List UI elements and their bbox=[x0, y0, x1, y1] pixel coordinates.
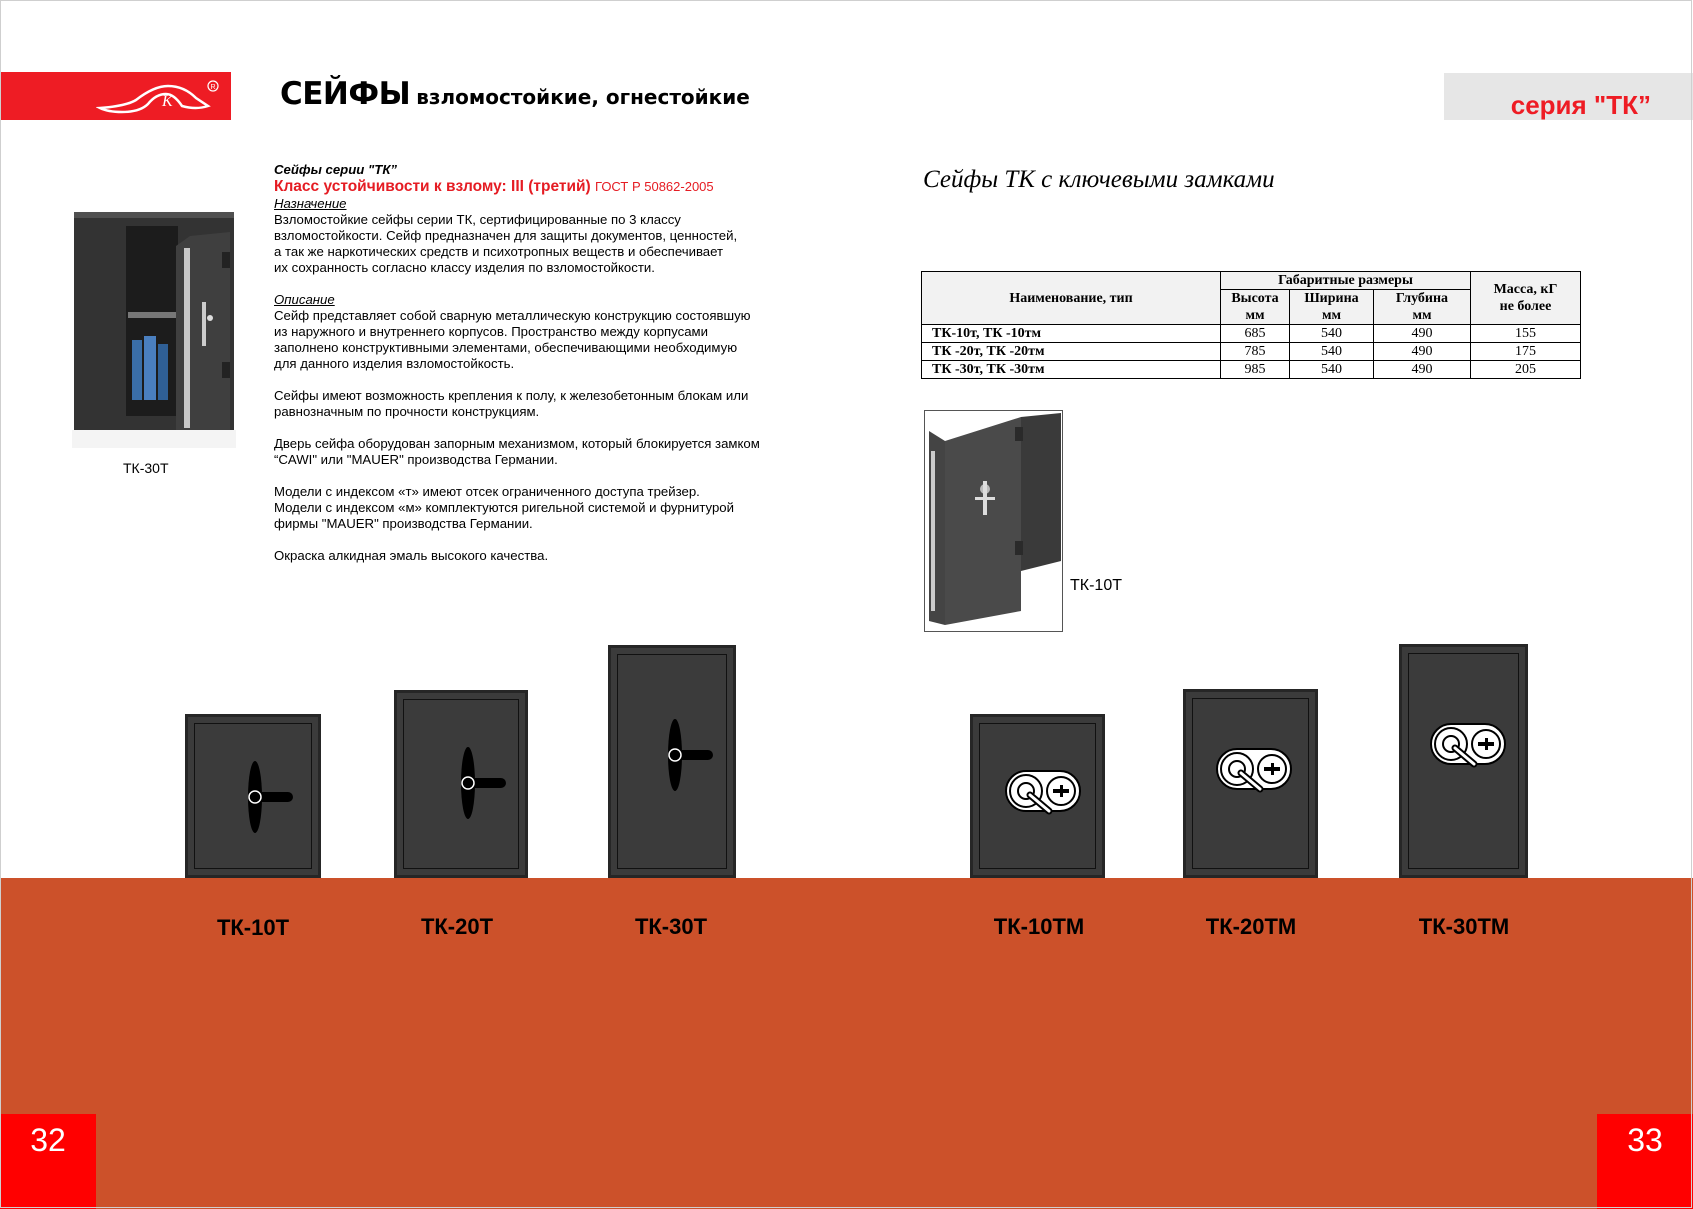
table-cell-height: 685 bbox=[1221, 325, 1290, 343]
dimensions-table bbox=[921, 271, 1581, 379]
page-number-right-text: 33 bbox=[1627, 1122, 1663, 1158]
t-handle-icon bbox=[664, 717, 714, 793]
page-number-left bbox=[0, 1114, 96, 1209]
series-label: серия "ТК” bbox=[1510, 90, 1651, 120]
models-line: фирмы "MAUER" производства Германии. bbox=[274, 516, 533, 531]
model-label: ТК-30ТМ bbox=[1418, 914, 1510, 939]
col-height-header: Высота мм bbox=[1221, 290, 1290, 325]
table-cell-depth: 490 bbox=[1374, 325, 1471, 343]
description-line: Сейф представляет собой сварную металлическую конструкцию состоявшую bbox=[274, 308, 751, 323]
safe-tk20tm-front bbox=[1183, 689, 1318, 878]
table-cell-depth: 490 bbox=[1374, 361, 1471, 379]
burglary-class-line bbox=[274, 178, 814, 196]
description-line: заполнено конструктивными элементами, обеспечивающими необходимую bbox=[274, 340, 738, 355]
purpose-heading: Назначение bbox=[274, 196, 347, 211]
table-cell-height: 985 bbox=[1221, 361, 1290, 379]
paint-line: Окраска алкидная эмаль высокого качества. bbox=[274, 548, 549, 563]
dimensions-group-header: Габаритные размеры bbox=[1221, 272, 1471, 290]
gost-standard: ГОСТ Р 50862-2005 bbox=[595, 179, 714, 194]
safe-tk20t-front bbox=[394, 690, 528, 878]
svg-text:R: R bbox=[210, 84, 216, 91]
safe-tk30tm-front bbox=[1399, 644, 1528, 878]
col-name-header: Наименование, тип bbox=[922, 272, 1221, 325]
table-cell-width: 540 bbox=[1290, 361, 1374, 379]
burglary-class: Класс устойчивости к взлому: III (третий) bbox=[274, 178, 591, 195]
model-label: ТК-30Т bbox=[634, 914, 708, 939]
door-line: Дверь сейфа оборудован запорным механизмом, который блокируется замком bbox=[274, 436, 760, 451]
col-depth-header: Глубина мм bbox=[1374, 290, 1471, 325]
brand-title bbox=[280, 76, 750, 112]
safe-door-photo-image bbox=[925, 411, 1062, 631]
lock-plate-icon bbox=[1005, 769, 1081, 815]
key-lock-safes-title: Сейфы ТК с ключевыми замками bbox=[923, 166, 1275, 193]
photo-caption-tk10t: ТК-10Т bbox=[1070, 577, 1122, 594]
models-line: Модели с индексом «м» комплектуются ригельной системой и фурнитурой bbox=[274, 500, 735, 515]
photo-caption-tk30t: ТК-30Т bbox=[123, 460, 169, 476]
table-cell-depth: 490 bbox=[1374, 343, 1471, 361]
model-label: ТК-10ТМ bbox=[993, 914, 1085, 939]
t-handle-icon bbox=[457, 745, 507, 821]
model-label: ТК-10Т bbox=[216, 915, 290, 940]
table-row bbox=[922, 325, 1581, 343]
product-photo-tk10t bbox=[924, 410, 1063, 632]
product-description bbox=[274, 162, 814, 564]
safe-tk10tm-front bbox=[970, 714, 1105, 878]
table-cell-width: 540 bbox=[1290, 343, 1374, 361]
table-cell-mass: 205 bbox=[1471, 361, 1581, 379]
model-label: ТК-20ТМ bbox=[1205, 914, 1297, 939]
purpose-line: а так же наркотических средств и психотропных веществ и обеспечивает bbox=[274, 244, 724, 259]
table-cell-mass: 175 bbox=[1471, 343, 1581, 361]
table-cell-width: 540 bbox=[1290, 325, 1374, 343]
brand-title-sub: взломостойкие, огнестойкие bbox=[416, 85, 750, 109]
safe-tk30t-front bbox=[608, 645, 736, 878]
model-label: ТК-20Т bbox=[420, 914, 494, 939]
models-line: Модели с индексом «т» имеют отсек ограниченного доступа трейзер. bbox=[274, 484, 700, 499]
mount-line: равнозначным по прочности конструкциям. bbox=[274, 404, 540, 419]
product-photo-tk30t bbox=[72, 212, 248, 448]
table-cell-height: 785 bbox=[1221, 343, 1290, 361]
brand-logo-icon bbox=[96, 78, 226, 116]
t-handle-icon bbox=[244, 759, 294, 835]
safe-tk10t-front bbox=[185, 714, 321, 878]
description-heading: Описание bbox=[274, 292, 335, 307]
col-mass-header: Масса, кГ не более bbox=[1471, 272, 1581, 325]
page-number-left-text: 32 bbox=[30, 1122, 66, 1158]
description-line: для данного изделия взломостойкость. bbox=[274, 356, 515, 371]
svg-text:К: К bbox=[162, 93, 173, 110]
purpose-line: их сохранность согласно классу изделия по взломостойкости. bbox=[274, 260, 655, 275]
table-cell-mass: 155 bbox=[1471, 325, 1581, 343]
col-width-header: Ширина мм bbox=[1290, 290, 1374, 325]
lock-plate-icon bbox=[1216, 747, 1292, 793]
brand-logo-bar bbox=[0, 72, 231, 120]
safe-photo-image bbox=[72, 212, 248, 448]
table-cell-name: ТК -30т, ТК -30тм bbox=[922, 361, 1221, 379]
series-badge bbox=[1444, 73, 1693, 120]
page-number-right bbox=[1597, 1114, 1693, 1209]
mount-line: Сейфы имеют возможность крепления к полу, к железобетонным блокам или bbox=[274, 388, 749, 403]
description-line: из наружного и внутреннего корпусов. Пространство между корпусами bbox=[274, 324, 708, 339]
series-subtitle: Сейфы серии "ТК” bbox=[274, 162, 398, 177]
brand-title-main: СЕЙФЫ bbox=[280, 76, 411, 112]
lock-plate-icon bbox=[1430, 722, 1506, 768]
table-row bbox=[922, 343, 1581, 361]
purpose-line: взломостойкости. Сейф предназначен для защиты документов, ценностей, bbox=[274, 228, 738, 243]
table-row bbox=[922, 361, 1581, 379]
purpose-line: Взломостойкие сейфы серии ТК, сертифицированные по 3 классу bbox=[274, 212, 681, 227]
table-cell-name: ТК-10т, ТК -10тм bbox=[922, 325, 1221, 343]
door-line: “CAWI" или "MAUER" производства Германии. bbox=[274, 452, 558, 467]
table-cell-name: ТК -20т, ТК -20тм bbox=[922, 343, 1221, 361]
